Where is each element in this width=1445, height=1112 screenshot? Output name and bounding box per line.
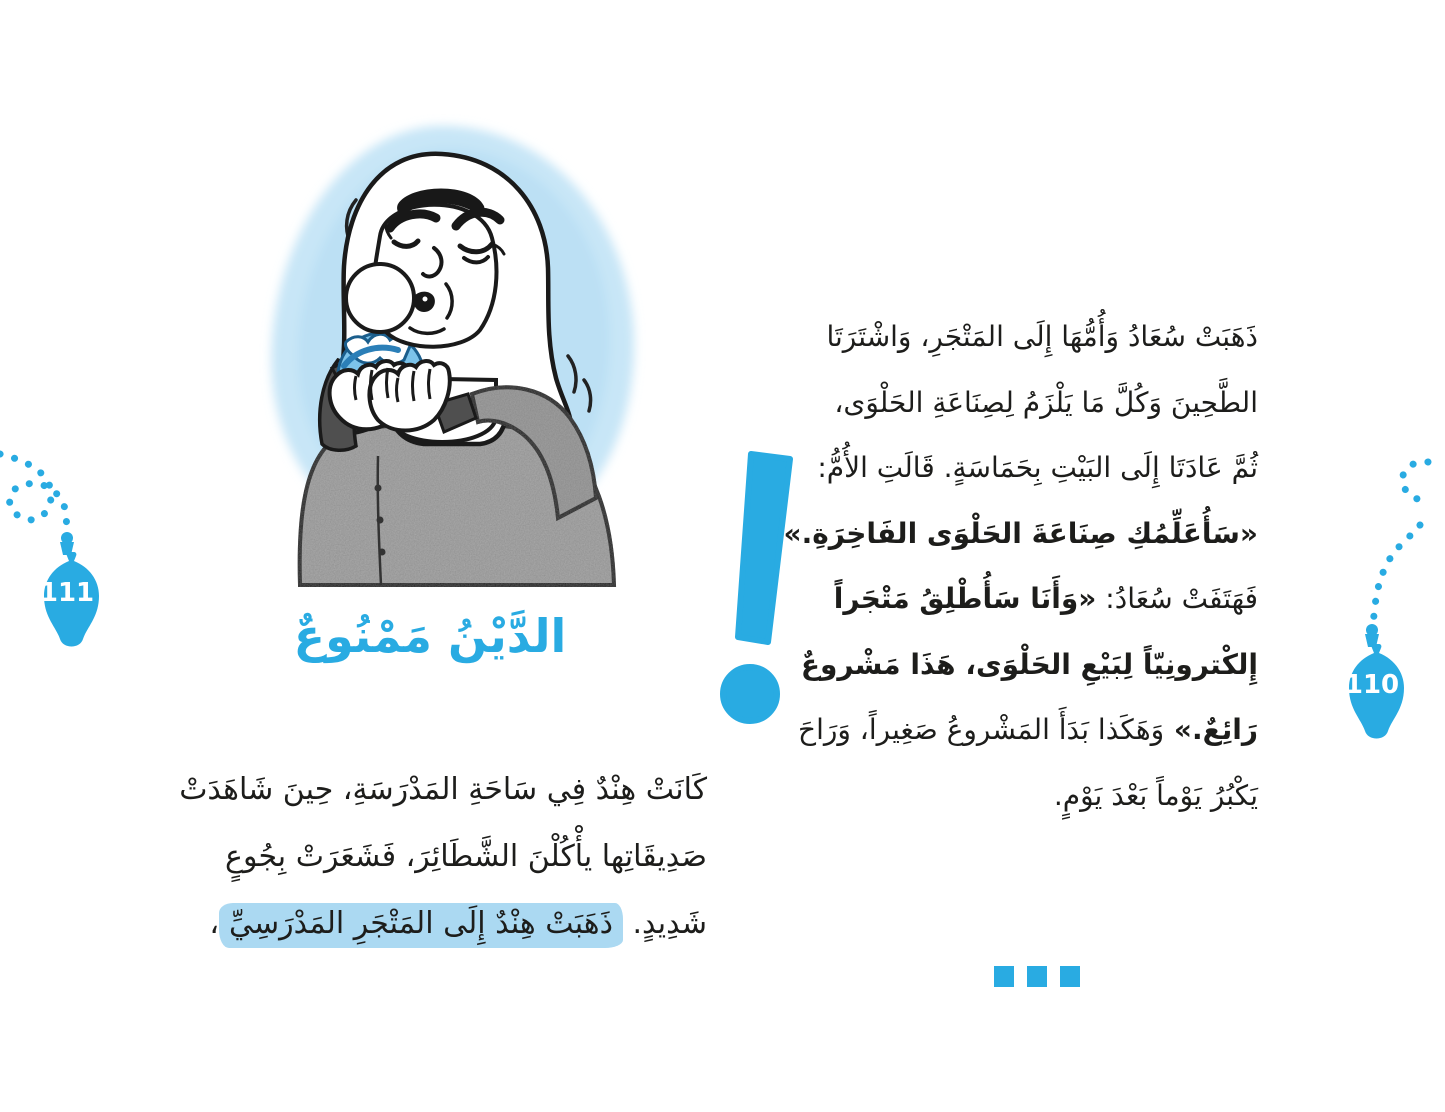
highlighted-phrase: ذَهَبَتْ هِنْدٌ إِلَى المَتْجَرِ المَدْرَسِيِّ [219, 903, 623, 948]
text-segment: يَكْبُرُ يَوْماً بَعْدَ يَوْمٍ. [1053, 778, 1258, 812]
text-line [784, 435, 1258, 501]
text-line [179, 823, 707, 890]
text-line [179, 756, 707, 823]
text-line [179, 890, 707, 957]
dotted-curl-right [1402, 462, 1428, 500]
text-segment: ذَهَبَتْ سُعَادُ وَأُمُّهَا إِلَى المَتْجَرِ، وَاشْتَرَتَا [826, 320, 1258, 353]
lantern-page-number-left [40, 532, 99, 647]
text-segment: فَهَتَفَتْ سُعَادُ: [1096, 582, 1258, 615]
left-page-paragraph [179, 756, 707, 957]
lantern-page-number-right [1345, 624, 1404, 739]
continuation-squares [994, 966, 1080, 987]
dotted-string-right [1373, 525, 1420, 626]
square-icon [994, 966, 1014, 987]
text-segment: صَدِيقَاتِها يأْكُلْنَ الشَّطَائِرَ، فَشَعَرَتْ بِجُوعٍ [225, 839, 707, 874]
hands [330, 361, 450, 430]
text-segment: ثُمَّ عَادَتَا إِلَى البَيْتِ بِحَمَاسَةٍ. قَالَتِ الأُمُّ: [817, 451, 1258, 484]
left-page-decoration [0, 430, 120, 670]
text-line [784, 763, 1258, 829]
text-segment: الطَّحِينَ وَكُلَّ مَا يَلْزَمُ لِصِنَاعَةِ الحَلْوَى، [834, 385, 1258, 419]
text-line [784, 697, 1258, 763]
text-segment: كَانَتْ هِنْدٌ فِي سَاحَةِ المَدْرَسَةِ، حِينَ شَاهَدَتْ [179, 772, 707, 807]
story-title: الدَّيْنُ مَمْنُوعٌ [293, 609, 567, 663]
text-segment: ، [209, 906, 220, 941]
text-line [784, 566, 1258, 632]
girl-eating-donut-illustration [228, 88, 660, 588]
text-line-bold [784, 632, 1258, 698]
text-line [784, 370, 1258, 436]
text-segment-bold: رَائِعٌ.» [1164, 713, 1258, 746]
text-segment: شَدِيدٍ. [622, 906, 707, 941]
dotted-string-left [0, 454, 67, 532]
text-segment: وَهَكَذا بَدَأَ المَشْروعُ صَغِيراً، وَرَاحَ [798, 713, 1165, 746]
page-number-left: 111 [39, 578, 95, 608]
text-segment: إِلكْترونِيّاً لِبَيْعِ الحَلْوَى، هَذَا مَشْروعٌ [800, 647, 1258, 681]
text-segment: «سَأُعَلِّمُكِ صِنَاعَةَ الحَلْوَى الفَاخِرَةِ.» [783, 516, 1258, 550]
text-line [784, 304, 1258, 370]
right-page-decoration [1325, 440, 1445, 840]
square-icon [1060, 966, 1080, 987]
text-line-bold [784, 501, 1258, 567]
page-number-right: 110 [1344, 670, 1400, 700]
right-page-paragraph [784, 304, 1258, 828]
puffed-cheek [346, 264, 414, 332]
text-segment-bold: «وَأَنَا سَأُطْلِقُ مَتْجَراً [833, 582, 1097, 615]
square-icon [1027, 966, 1047, 987]
